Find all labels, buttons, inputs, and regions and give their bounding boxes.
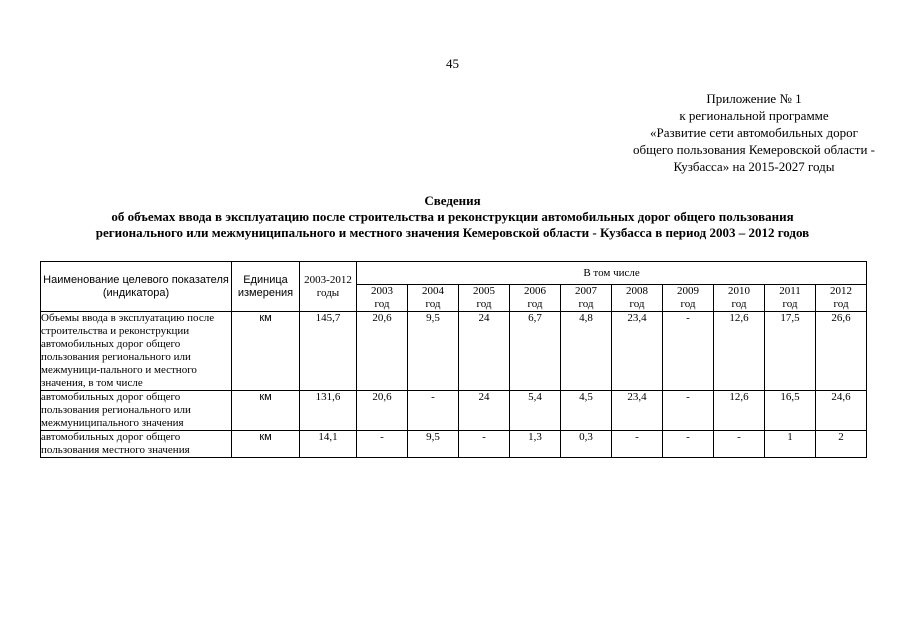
year-header	[510, 285, 561, 312]
year-number: 2006	[524, 285, 546, 297]
row-name: Объемы ввода в эксплуатацию после строительства и реконструкции автомобильных дорог общего пользования регионального или межмуници-пального и местного значения, в том числе	[41, 312, 232, 391]
row-value: 17,5	[765, 312, 816, 391]
row-value: -	[663, 312, 714, 391]
data-table	[40, 261, 867, 458]
row-value: 26,6	[816, 312, 867, 391]
year-number: 2004	[422, 285, 444, 297]
row-value: -	[408, 391, 459, 431]
row-value: 24	[459, 391, 510, 431]
year-suffix: год	[680, 298, 696, 310]
year-suffix: год	[476, 298, 492, 310]
year-number: 2003	[371, 285, 393, 297]
header-including: В том числе	[357, 262, 867, 285]
appendix-note	[633, 90, 875, 175]
row-value: 1,3	[510, 431, 561, 458]
row-unit: км	[232, 431, 300, 458]
row-value: -	[663, 391, 714, 431]
header-name: Наименование целевого показателя (индикатора)	[41, 262, 232, 312]
year-number: 2011	[779, 285, 801, 297]
title-heading: Сведения	[424, 193, 481, 208]
year-header	[459, 285, 510, 312]
year-suffix: год	[374, 298, 390, 310]
row-value: 5,4	[510, 391, 561, 431]
row-value: 9,5	[408, 312, 459, 391]
row-value: 0,3	[561, 431, 612, 458]
table-row	[41, 312, 867, 391]
year-suffix: год	[833, 298, 849, 310]
row-unit: км	[232, 391, 300, 431]
document-title	[0, 193, 905, 241]
row-value: 23,4	[612, 391, 663, 431]
row-value: -	[459, 431, 510, 458]
title-line-1: об объемах ввода в эксплуатацию после строительства и реконструкции автомобильных дорог общего пользования	[111, 209, 794, 224]
year-header	[816, 285, 867, 312]
row-value: 4,5	[561, 391, 612, 431]
row-total: 131,6	[300, 391, 357, 431]
page-number: 45	[446, 56, 459, 71]
table-row	[41, 431, 867, 458]
row-value: 20,6	[357, 391, 408, 431]
row-value: 4,8	[561, 312, 612, 391]
appendix-line: к региональной программе	[679, 108, 829, 123]
row-value: 20,6	[357, 312, 408, 391]
year-header	[612, 285, 663, 312]
row-value: -	[357, 431, 408, 458]
row-value: 24,6	[816, 391, 867, 431]
year-number: 2012	[830, 285, 853, 297]
year-header	[357, 285, 408, 312]
year-header	[408, 285, 459, 312]
year-header	[663, 285, 714, 312]
year-header	[765, 285, 816, 312]
year-number: 2008	[626, 285, 648, 297]
year-header	[714, 285, 765, 312]
year-suffix: год	[527, 298, 543, 310]
year-suffix: год	[731, 298, 747, 310]
year-number: 2007	[575, 285, 597, 297]
row-value: 12,6	[714, 391, 765, 431]
row-value: 23,4	[612, 312, 663, 391]
appendix-line: «Развитие сети автомобильных дорог	[650, 125, 858, 140]
year-number: 2010	[728, 285, 750, 297]
row-value: 24	[459, 312, 510, 391]
year-suffix: год	[782, 298, 798, 310]
appendix-line: общего пользования Кемеровской области -	[633, 142, 875, 157]
year-number: 2005	[473, 285, 495, 297]
row-value: 6,7	[510, 312, 561, 391]
row-total: 145,7	[300, 312, 357, 391]
table-row	[41, 391, 867, 431]
row-name: автомобильных дорог общего пользования регионального или межмуниципального значения	[41, 391, 232, 431]
row-value: 9,5	[408, 431, 459, 458]
row-total: 14,1	[300, 431, 357, 458]
row-value: -	[714, 431, 765, 458]
year-suffix: год	[629, 298, 645, 310]
appendix-line: Кузбасса» на 2015-2027 годы	[673, 159, 835, 174]
appendix-line: Приложение № 1	[706, 91, 802, 106]
title-line-2: регионального или межмуниципального и местного значения Кемеровской области - Кузбасса в период 2003 – 2012 годов	[95, 225, 810, 240]
year-number: 2009	[677, 285, 699, 297]
row-value: 2	[816, 431, 867, 458]
row-value: 1	[765, 431, 816, 458]
row-name: автомобильных дорог общего пользования местного значения	[41, 431, 232, 458]
header-unit: Единица измерения	[232, 262, 300, 312]
header-total: 2003-2012 годы	[300, 262, 357, 312]
row-unit: км	[232, 312, 300, 391]
year-suffix: год	[578, 298, 594, 310]
row-value: -	[612, 431, 663, 458]
row-value: 12,6	[714, 312, 765, 391]
row-value: 16,5	[765, 391, 816, 431]
year-suffix: год	[425, 298, 441, 310]
row-value: -	[663, 431, 714, 458]
year-header	[561, 285, 612, 312]
